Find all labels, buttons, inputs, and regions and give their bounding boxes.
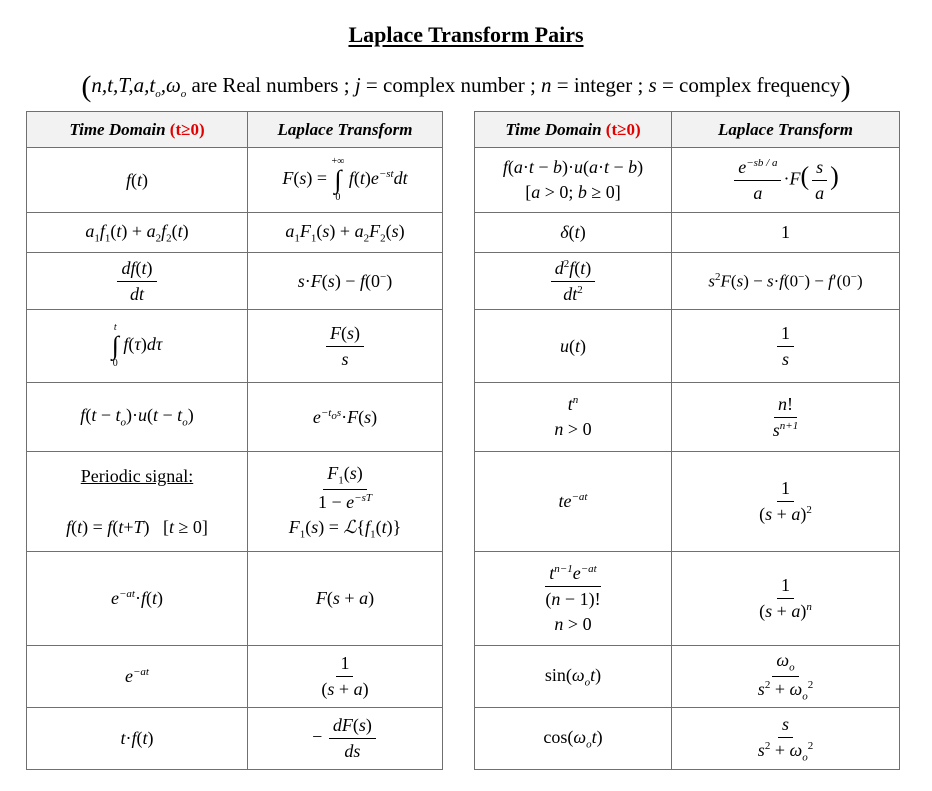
time-cell: $\frac{d^2f(t)}{dt^2}$: [475, 253, 672, 310]
table-row: [27, 253, 443, 310]
left-transform-table: [26, 111, 443, 770]
laplace-cell: $\frac{1}{(s + a)^2}$: [672, 452, 900, 552]
table-row: [475, 552, 900, 646]
laplace-cell: F(s + a): [248, 552, 443, 646]
time-cell: $f(t - t_o)\cdot u(t - t_o)$: [27, 383, 248, 452]
laplace-cell: $\frac{F_1(s)}{1 - e^{-sT}}$ $F_1(s)$ = $ℒ\{f_1(t)\}$: [248, 452, 443, 552]
table-row: [27, 148, 443, 213]
time-cell: f(a·t − b)·u(a·t − b) [a > 0; b ≥ 0]: [475, 148, 672, 213]
laplace-cell: 1: [672, 213, 900, 253]
laplace-cell: $\frac{s}{s^2 + \omega_o^2}$: [672, 708, 900, 770]
time-cell: $a_1f_1(t) + a_2f_2(t)$: [27, 213, 248, 253]
time-cell: $\cos(\omega_ot)$: [475, 708, 672, 770]
table-row: [475, 148, 900, 213]
laplace-cell: $\frac{1}{(s + a)}$: [248, 646, 443, 708]
laplace-cell: $\frac{n!}{s^{n+1}}$: [672, 383, 900, 452]
table-row: [475, 310, 900, 383]
table-header-row: [27, 112, 443, 148]
table-row: [27, 310, 443, 383]
time-cell: $e^{-at}$: [27, 646, 248, 708]
time-cell: $\frac{t^{n-1}e^{-at}}{(n - 1)!}$ n > 0: [475, 552, 672, 646]
table-row: [475, 213, 900, 253]
time-domain-header: Time Domain (t≥0): [475, 112, 672, 148]
time-cell: $\frac{df(t)}{dt}$: [27, 253, 248, 310]
table-row: [27, 708, 443, 770]
time-cell: Periodic signal: f(t) = f(t+T) [t ≥ 0]: [27, 452, 248, 552]
page-title: Laplace Transform Pairs: [348, 22, 584, 47]
laplace-header: Laplace Transform: [672, 112, 900, 148]
time-cell: u(t): [475, 310, 672, 383]
table-row: [475, 383, 900, 452]
table-row: [475, 452, 900, 552]
table-header-row: [475, 112, 900, 148]
table-row: [27, 646, 443, 708]
laplace-cell: F(s) = +∞ ∫ 0 $f(t)e^{-st}dt$: [248, 148, 443, 213]
laplace-cell: s·F(s) − f(0−): [248, 253, 443, 310]
table-row: [475, 253, 900, 310]
laplace-cell: $e^{-t_os}\cdot F(s)$: [248, 383, 443, 452]
table-row: [475, 646, 900, 708]
laplace-cell: − $\frac{dF(s)}{ds}$: [248, 708, 443, 770]
subtitle: ($n,t,T,a,t_o,\omega_o$ are Real numbers ; j = complex number ; n = integer ; s = complex frequency): [81, 70, 851, 103]
laplace-cell: $\frac{e^{-sb / a}}{a}$ ·F( $\frac{s}{a}$ ): [672, 148, 900, 213]
laplace-cell: $\frac{1}{s}$: [672, 310, 900, 383]
laplace-cell: $\frac{\omega_o}{s^2 + \omega_o^2}$: [672, 646, 900, 708]
table-row: [27, 552, 443, 646]
laplace-cell: $\frac{F(s)}{s}$: [248, 310, 443, 383]
time-cell: $\sin(\omega_ot)$: [475, 646, 672, 708]
time-domain-header: Time Domain (t≥0): [27, 112, 248, 148]
time-cell: $te^{-at}$: [475, 452, 672, 552]
time-cell: f(t): [27, 148, 248, 213]
laplace-cell: $a_1F_1(s) + a_2F_2(s)$: [248, 213, 443, 253]
table-row: [27, 213, 443, 253]
table-row: [27, 452, 443, 552]
time-cell: $e^{-at}\cdot f(t)$: [27, 552, 248, 646]
right-transform-table: [474, 111, 900, 770]
laplace-cell: $s^2F(s) - s\cdot f(0^-) - f'(0^-)$: [672, 253, 900, 310]
laplace-header: Laplace Transform: [248, 112, 443, 148]
time-cell: t·f(t): [27, 708, 248, 770]
table-row: [475, 708, 900, 770]
table-row: [27, 383, 443, 452]
periodic-signal-label: Periodic signal:: [80, 465, 194, 486]
time-cell: $t^n$ n > 0: [475, 383, 672, 452]
time-cell: t ∫ 0 f(τ)dτ: [27, 310, 248, 383]
laplace-cell: $\frac{1}{(s + a)^n}$: [672, 552, 900, 646]
time-cell: δ(t): [475, 213, 672, 253]
